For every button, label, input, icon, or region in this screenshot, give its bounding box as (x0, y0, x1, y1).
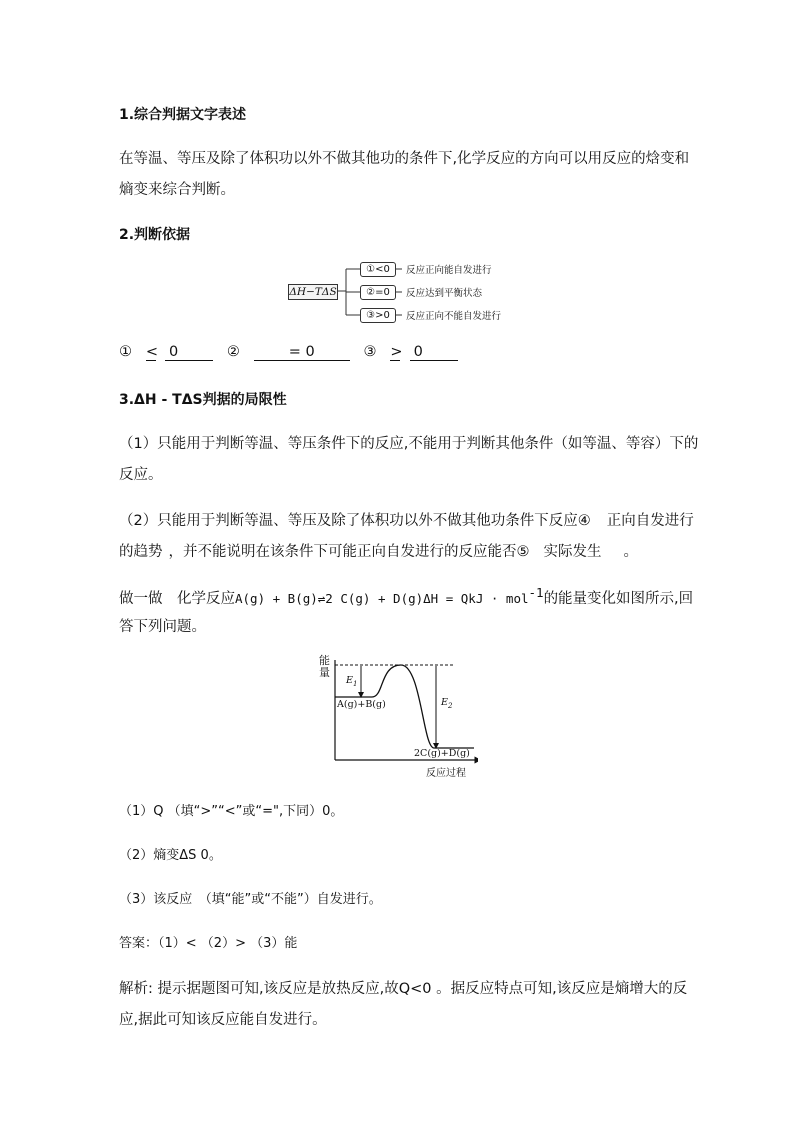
reaction-curve (372, 665, 474, 748)
analysis-line1 (119, 977, 687, 998)
section2-heading: 2.判断依据 (119, 227, 191, 243)
section3-heading: 3.ΔH - TΔS判据的局限性 (119, 392, 287, 408)
exercise-intro-a: 做一做 化学反应 (119, 590, 235, 607)
section3-p2-text-b: 的趋势 (119, 544, 163, 560)
question-2: （2）熵变ΔS 0。 (119, 848, 222, 863)
diagram-box-gt0: ③>0 (360, 308, 396, 323)
section1-line1: 在等温、等压及除了体积功以外不做其他功的条件下,化学反应的方向可以用反应的焓变和 (119, 151, 690, 167)
section3-p2-text-c: ，并不能说明在该条件下可能正向自发进行的反应能否⑤ (168, 544, 530, 560)
diagram-box-eq0: ②=0 (360, 285, 396, 300)
section3-p1-line1: （1）只能用于判断等温、等压条件下的反应,不能用于判断其他条件（如等温、等容）下的 (119, 436, 699, 452)
exercise-equation-exponent: -1 (528, 585, 544, 600)
analysis-text1: 提示据题图可知,该反应是放热反应,故Q<0 。据反应特点可知,该反应是熵增大的反 (157, 981, 688, 997)
e2-letter: E (441, 697, 448, 708)
e2-subscript: 2 (447, 701, 453, 710)
x-axis-label: 反应过程 (426, 768, 466, 779)
section3-p2-text-a: （2）只能用于判断等温、等压及除了体积功以外不做其他功条件下反应④ (119, 513, 591, 529)
section3-p2-line1 (119, 509, 694, 530)
answer-value-3: 0 (410, 344, 458, 361)
y-axis-label-char1: 能 (319, 654, 330, 667)
exercise-intro-line1 (119, 585, 693, 608)
y-axis-label-char2: 量 (319, 666, 330, 679)
answer-symbol-1: < (145, 344, 158, 360)
y-axis-label (319, 655, 330, 679)
diagram-box-lt0: ①<0 (360, 262, 396, 277)
products-label: 2C(g)+D(g) (414, 748, 470, 759)
question-3: （3）该反应 （填“能”或“不能”）自发进行。 (119, 892, 382, 907)
blank-5-answer: 实际发生 (543, 544, 602, 560)
diagram-root-box: ΔH−TΔS (289, 286, 337, 298)
diagram-text-equilibrium: 反应达到平衡状态 (406, 288, 483, 299)
e1-subscript: 1 (352, 679, 358, 688)
analysis-label: 解析: (119, 981, 158, 997)
e1-letter: E (346, 675, 353, 686)
energy-diagram (318, 652, 478, 778)
answer-value-2: = 0 (254, 344, 350, 361)
exercise-equation: A(g) + B(g)⇌2 C(g) + D(g)ΔH = QkJ · mol (235, 590, 529, 606)
section3-p2-line2 (119, 540, 638, 561)
answer-number-3: ③ (363, 344, 377, 360)
diagram-text-spontaneous: 反应正向能自发进行 (406, 265, 492, 276)
answer-number-1: ① (119, 344, 132, 360)
e2-label (441, 697, 452, 710)
e1-label (346, 675, 357, 688)
analysis-line2: 应,据此可知该反应能自发进行。 (119, 1012, 327, 1028)
answer-symbol-3: > (390, 344, 403, 360)
question-1: （1）Q （填“>”“<”或“=",下同）0。 (119, 804, 344, 819)
energy-diagram-svg (318, 652, 478, 778)
diagram-text-nonspontaneous: 反应正向不能自发进行 (406, 311, 502, 322)
answer-number-2: ② (226, 344, 240, 360)
exercise-intro-b: 的能量变化如图所示,回 (543, 590, 694, 607)
answer-line: 答案：（1）< （2）> （3）能 (119, 936, 298, 951)
criterion-answers (119, 344, 458, 361)
blank-4-answer: 正向自发进行 (606, 513, 694, 529)
exercise-intro-line2: 答下列问题。 (119, 619, 206, 635)
reactants-label: A(g)+B(g) (337, 699, 386, 710)
answer-value-1: 0 (165, 344, 213, 361)
section1-heading: 1.综合判据文字表述 (119, 107, 247, 123)
criterion-diagram (288, 260, 518, 325)
section3-p1-line2: 反应。 (119, 467, 163, 483)
section1-line2: 熵变来综合判断。 (119, 182, 235, 198)
section3-p2-period: 。 (623, 544, 638, 560)
